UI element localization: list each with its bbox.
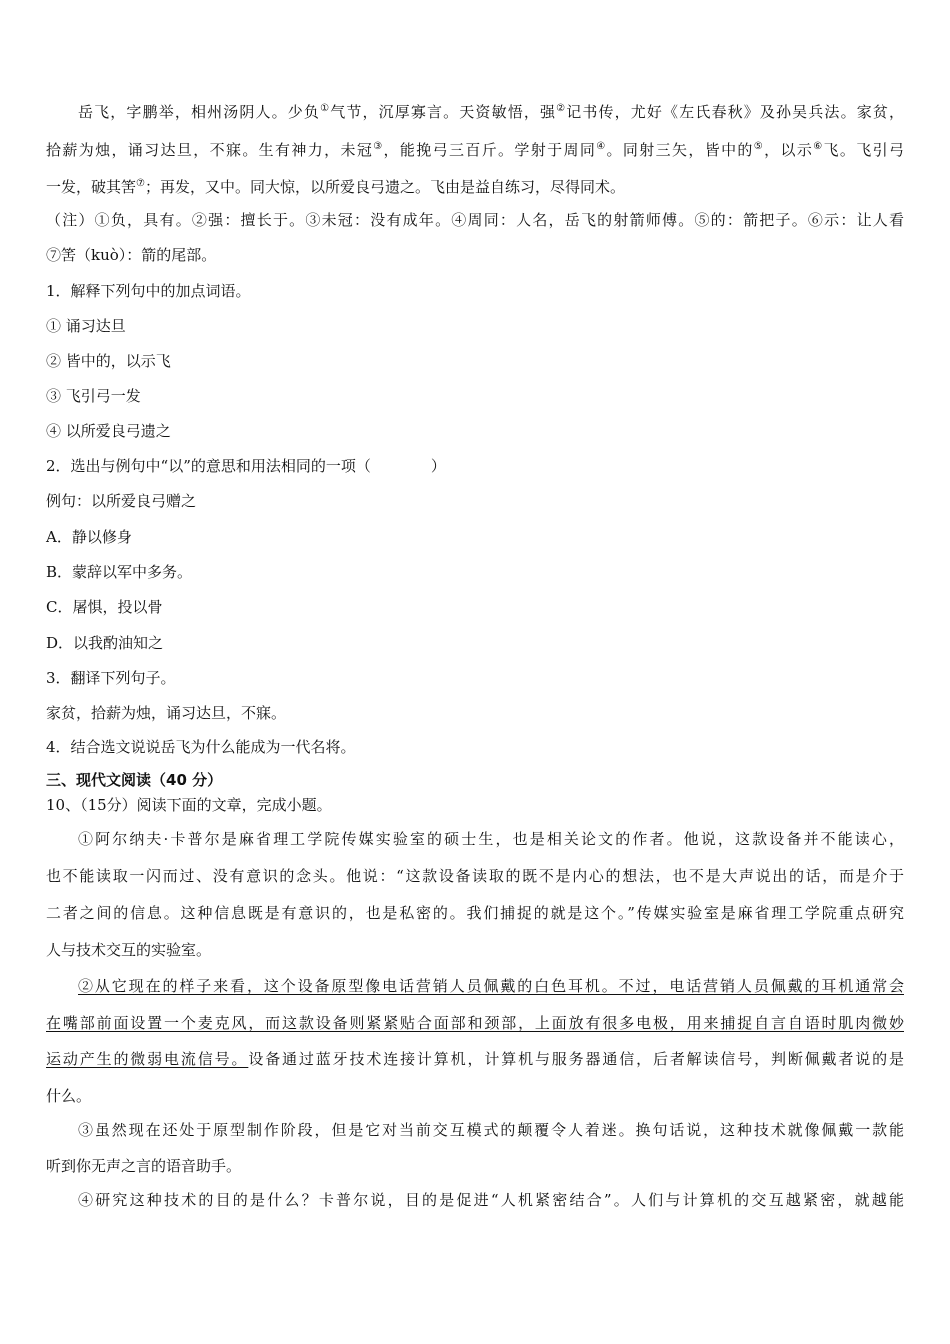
footnote-marker: ⑤ xyxy=(753,141,765,152)
question-2: 2．选出与例句中“以”的意思和用法相同的一项（ ） xyxy=(46,457,446,475)
article-p3-line-1: ③虽然现在还处于原型制作阶段，但是它对当前交互模式的颠覆令人着迷。换句话说，这种技术就像佩戴一款能 xyxy=(78,1121,904,1139)
classical-passage-line-3 xyxy=(46,177,904,197)
article-p1-line-4: 人与技术交互的实验室。 xyxy=(46,941,212,959)
article-p3-line-2: 听到你无声之言的语音助手。 xyxy=(46,1157,242,1175)
text-span: 记书传，尤好《左氏春秋》及孙吴兵法。家贫， xyxy=(566,103,904,121)
text-span: 岳飞，字鹏举，相州汤阴人。少负 xyxy=(78,103,321,121)
question-4: 4．结合选文说说岳飞为什么能成为一代名将。 xyxy=(46,738,356,756)
classical-passage-line-2 xyxy=(46,140,904,160)
question-3: 3．翻译下列句子。 xyxy=(46,669,176,687)
text-span: ，能挽弓三百斤。学射于周同 xyxy=(383,141,597,159)
text-span: 拾薪为烛，诵习达旦，不寐。生有神力，未冠 xyxy=(46,141,374,159)
underlined-text: 运动产生的微弱电流信号。 xyxy=(46,1050,249,1068)
article-p4-line-1: ④研究这种技术的目的是什么？卡普尔说，目的是促进“人机紧密结合”。人们与计算机的交互越紧密，就越能 xyxy=(78,1191,904,1209)
article-p2-line-4: 什么。 xyxy=(46,1087,92,1105)
text-span: ；再发，又中。同大惊，以所爱良弓遗之。飞由是益自练习，尽得同术。 xyxy=(144,178,625,196)
text-span: 。同射三矢，皆中的 xyxy=(606,141,754,159)
question-2-option-d: D．以我酌油知之 xyxy=(46,634,164,652)
question-1-item: ④ 以所爱良弓遗之 xyxy=(46,422,171,440)
text-span: 一发，破其筈 xyxy=(46,178,137,196)
question-2-example: 例句：以所爱良弓赠之 xyxy=(46,492,197,510)
footnote-marker: ① xyxy=(320,103,331,114)
question-2-option-a: A．静以修身 xyxy=(46,528,132,546)
text-span: 设备通过蓝牙技术连接计算机，计算机与服务器通信，后者解读信号，判断佩戴者说的是 xyxy=(248,1050,904,1068)
question-2-option-b: B．蒙辞以军中多务。 xyxy=(46,563,193,581)
classical-passage-line-1 xyxy=(78,102,904,122)
question-1-item: ② 皆中的，以示飞 xyxy=(46,352,171,370)
question-3-sentence: 家贫，拾薪为烛，诵习达旦，不寐。 xyxy=(46,704,287,722)
notes-line-2: ⑦筈（kuò）：箭的尾部。 xyxy=(46,246,217,264)
footnote-marker: ⑦ xyxy=(136,178,145,189)
article-p2-line-3 xyxy=(46,1049,904,1069)
notes-line-1: （注）①负，具有。②强：擅长于。③未冠：没有成年。④周同：人名，岳飞的射箭师傅。⑤的：箭把子。⑥示：让人看 xyxy=(46,211,904,229)
section-heading: 三、现代文阅读（40 分） xyxy=(46,771,223,789)
article-p1-line-2: 也不能读取一闪而过、没有意识的念头。他说：“这款设备读取的既不是内心的想法，也不是大声说出的话，而是介于 xyxy=(46,867,904,885)
article-p2-line-2: 在嘴部前面设置一个麦克风，而这款设备则紧紧贴合面部和颈部，上面放有很多电极，用来捕捉自言自语时肌肉微妙 xyxy=(46,1014,904,1032)
footnote-marker: ② xyxy=(556,103,567,114)
question-2-option-c: C．屠惧，投以骨 xyxy=(46,598,163,616)
question-1-item: ① 诵习达旦 xyxy=(46,317,126,335)
question-10-intro: 10、（15分）阅读下面的文章，完成小题。 xyxy=(46,796,332,814)
text-span: 气节，沉厚寡言。天资敏悟，强 xyxy=(330,103,557,121)
question-1: 1．解释下列句中的加点词语。 xyxy=(46,282,251,300)
footnote-marker: ④ xyxy=(596,141,607,152)
article-p1-line-1: ①阿尔纳夫·卡普尔是麻省理工学院传媒实验室的硕士生，也是相关论文的作者。他说，这款设备并不能读心， xyxy=(78,830,904,848)
footnote-marker: ⑥ xyxy=(813,141,824,152)
article-p1-line-3: 二者之间的信息。这种信息既是有意识的，也是私密的。我们捕捉的就是这个。”传媒实验室是麻省理工学院重点研究 xyxy=(46,904,904,922)
question-1-item: ③ 飞引弓一发 xyxy=(46,387,141,405)
text-span: ，以示 xyxy=(764,141,814,159)
footnote-marker: ③ xyxy=(373,141,384,152)
text-span: 飞。飞引弓 xyxy=(823,141,904,159)
article-p2-line-1: ②从它现在的样子来看，这个设备原型像电话营销人员佩戴的白色耳机。不过，电话营销人员佩戴的耳机通常会 xyxy=(78,977,904,995)
